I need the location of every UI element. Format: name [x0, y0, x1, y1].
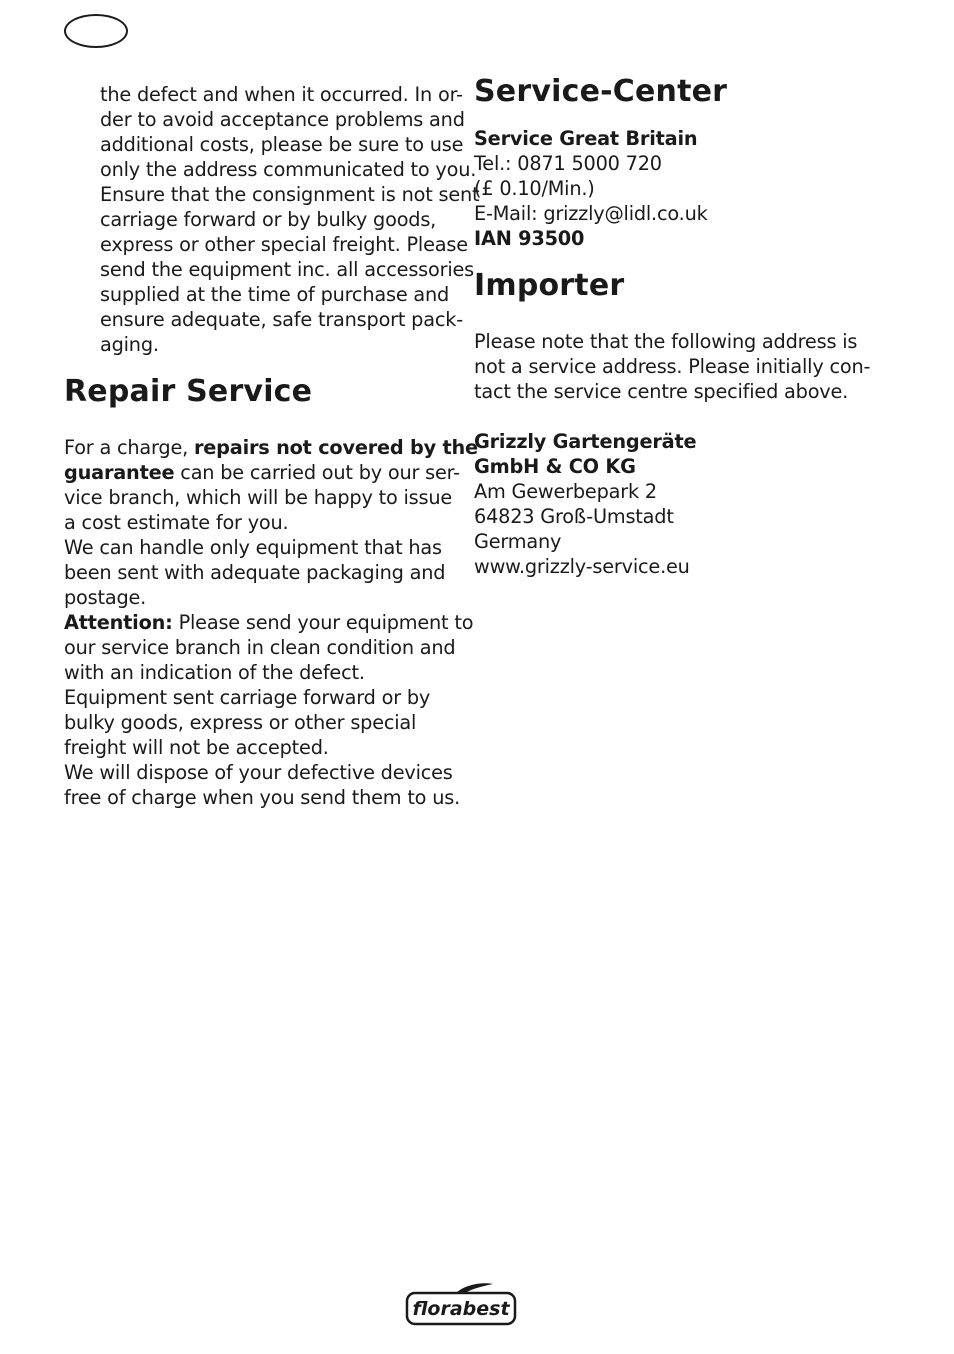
service-ian: IAN 93500 [474, 227, 585, 250]
importer-note: Please note that the following address is not a service address. Please initially con- tact the service centre specified above. [474, 330, 871, 403]
address-street: Am Gewerbepark 2 [474, 480, 657, 503]
right-column [474, 74, 874, 579]
service-contact [474, 126, 874, 251]
importer-heading: Importer [474, 268, 625, 303]
continued-paragraph: the defect and when it occurred. In or- der to avoid acceptance problems and additional costs, please be sure to use only the address communicated to you. Ensure that the consignment is not sent carriage forward or by bulky goods, express or other special freight. Please send the equipment inc. all accessories supplied at the time of purchase and ensure adequate, safe transport pack- aging. [100, 83, 480, 356]
language-badge [64, 14, 128, 48]
service-telephone: Tel.: 0871 5000 720 [474, 152, 662, 175]
company-legal-form: GmbH & CO KG [474, 455, 636, 478]
service-email: E-Mail: grizzly@lidl.co.uk [474, 202, 708, 225]
repair-service-text: For a charge, repairs not covered by the guarantee can be carried out by our ser- vice branch, which will be happy to issue a cost estimate for you. We can handle only equipment that has been sent with adequate packaging and postage. Attention: Please send your equipment to our service branch in clean condition and with an indication of the defect. Equipment sent carriage forward or by bulky goods, express or other special freight will not be accepted. We will dispose of your defective devices free of charge when you send them to us. [64, 436, 478, 809]
repair-service-heading: Repair Service [64, 374, 313, 409]
importer-address [474, 429, 874, 579]
service-rate: (£ 0.10/Min.) [474, 177, 595, 200]
address-website: www.grizzly-service.eu [474, 555, 690, 578]
left-column [64, 82, 480, 810]
service-center-heading: Service-Center [474, 74, 728, 109]
address-country: Germany [474, 530, 562, 553]
florabest-logo [405, 1282, 517, 1326]
logo-wordmark: florabest [412, 1298, 510, 1320]
service-country: Service Great Britain [474, 127, 698, 150]
address-city: 64823 Groß-Umstadt [474, 505, 674, 528]
company-name: Grizzly Gartengeräte [474, 430, 697, 453]
